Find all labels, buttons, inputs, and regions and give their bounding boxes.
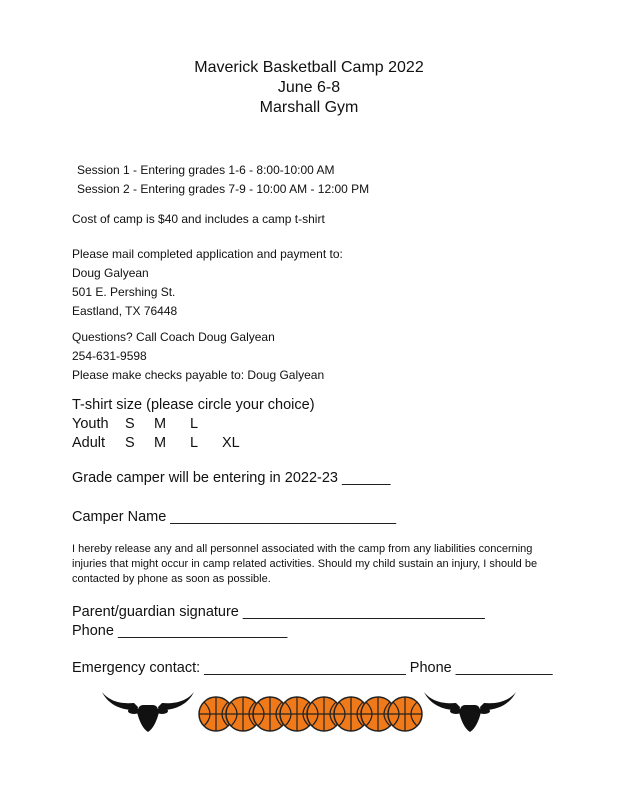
mail-street: 501 E. Pershing St.: [72, 285, 176, 299]
camp-dates: June 6-8: [277, 79, 341, 96]
youth-size-l[interactable]: L: [190, 416, 199, 432]
checks-payable: Please make checks payable to: Doug Galyean: [72, 368, 325, 382]
questions-line: Questions? Call Coach Doug Galyean: [72, 330, 275, 344]
youth-size-s[interactable]: S: [125, 416, 135, 432]
longhorn-head: [138, 705, 158, 719]
adult-size-s[interactable]: S: [125, 435, 135, 451]
mail-city: Eastland, TX 76448: [72, 304, 178, 318]
camp-title: Maverick Basketball Camp 2022: [194, 59, 424, 76]
tshirt-size-section: [72, 396, 315, 453]
youth-label: Youth: [72, 416, 109, 432]
signature-section: [72, 603, 485, 641]
cost-text: Cost of camp is $40 and includes a camp t-shirt: [72, 212, 325, 226]
basketball-icon: [388, 697, 422, 731]
mail-name: Doug Galyean: [72, 266, 149, 280]
guardian-signature-field[interactable]: Parent/guardian signature ______________________________: [72, 604, 485, 620]
session-1: Session 1 - Entering grades 1-6 - 8:00-10:00 AM: [77, 163, 335, 177]
camp-location: Marshall Gym: [259, 99, 359, 116]
longhorn-head: [460, 705, 480, 719]
adult-size-row: [72, 434, 315, 453]
adult-size-xl[interactable]: XL: [222, 435, 240, 451]
sessions: [77, 161, 369, 199]
longhorn-ear-right: [156, 708, 168, 714]
adult-size-m[interactable]: M: [154, 435, 167, 451]
longhorn-ear-left: [128, 708, 140, 714]
decorative-banner: [0, 686, 618, 746]
questions-phone: 254-631-9598: [72, 349, 147, 363]
longhorn-ear-right: [478, 708, 490, 714]
mail-address: [72, 245, 343, 321]
youth-size-m[interactable]: M: [154, 416, 167, 432]
tshirt-heading: T-shirt size (please circle your choice): [72, 397, 315, 413]
release-statement: I hereby release any and all personnel associated with the camp from any liabilities concerning injuries that might occur in camp related activities. Should my child sustain an injury, I should be contacted by phone as soon as possible.: [72, 543, 538, 585]
youth-size-row: [72, 415, 315, 434]
longhorn-icon-left: [102, 692, 194, 732]
emergency-contact-field[interactable]: Emergency contact: _________________________ Phone ____________: [72, 660, 553, 676]
longhorn-ear-left: [450, 708, 462, 714]
questions: [72, 328, 324, 385]
adult-size-l[interactable]: L: [190, 435, 199, 451]
mail-intro: Please mail completed application and payment to:: [72, 247, 343, 261]
longhorn-icon-right: [424, 692, 516, 732]
basketball-row: [199, 697, 422, 731]
camper-name-field[interactable]: Camper Name ____________________________: [72, 509, 397, 525]
phone-field[interactable]: Phone _____________________: [72, 623, 288, 639]
adult-label: Adult: [72, 435, 106, 451]
session-2: Session 2 - Entering grades 7-9 - 10:00 AM - 12:00 PM: [77, 182, 370, 196]
grade-field[interactable]: Grade camper will be entering in 2022-23 ______: [72, 470, 391, 486]
header: [0, 58, 618, 118]
